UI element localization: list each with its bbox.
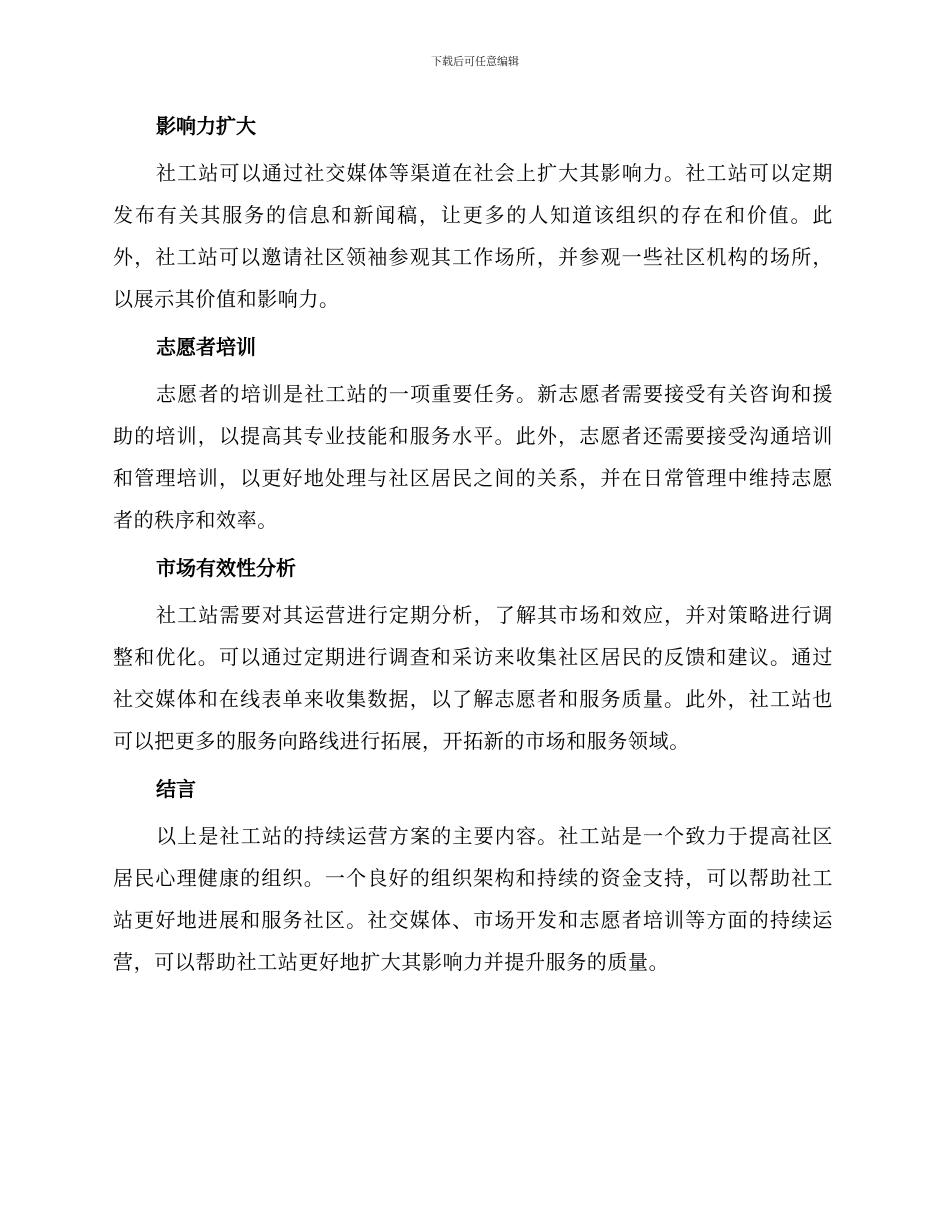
document-body <box>113 108 833 992</box>
section-heading: 结言 <box>156 777 196 801</box>
section-volunteer-training <box>113 329 833 541</box>
section-conclusion <box>113 771 833 983</box>
section-paragraph: 社工站需要对其运营进行定期分析，了解其市场和效应，并对策略进行调整和优化。可以通过定期进行调查和采访来收集社区居民的反馈和建议。通过社交媒体和在线表单来收集数据，以了解志愿者和服务质量。此外，社工站也可以把更多的服务向路线进行拓展，开拓新的市场和服务领域。 <box>113 603 833 753</box>
section-heading: 影响力扩大 <box>156 114 256 138</box>
section-paragraph: 社工站可以通过社交媒体等渠道在社会上扩大其影响力。社工站可以定期发布有关其服务的信息和新闻稿，让更多的人知道该组织的存在和价值。此外，社工站可以邀请社区领袖参观其工作场所，并参观一些社区机构的场所，以展示其价值和影响力。 <box>113 161 833 311</box>
page-header-note: 下载后可任意编辑 <box>431 55 519 68</box>
section-paragraph: 志愿者的培训是社工站的一项重要任务。新志愿者需要接受有关咨询和援助的培训，以提高其专业技能和服务水平。此外，志愿者还需要接受沟通培训和管理培训，以更好地处理与社区居民之间的关系，并在日常管理中维持志愿者的秩序和效率。 <box>113 382 833 532</box>
section-paragraph: 以上是社工站的持续运营方案的主要内容。社工站是一个致力于提高社区居民心理健康的组织。一个良好的组织架构和持续的资金支持，可以帮助社工站更好地进展和服务社区。社交媒体、市场开发和志愿者培训等方面的持续运营，可以帮助社工站更好地扩大其影响力并提升服务的质量。 <box>113 824 833 974</box>
section-heading: 志愿者培训 <box>156 335 256 359</box>
section-heading: 市场有效性分析 <box>156 556 296 580</box>
section-market-analysis <box>113 550 833 762</box>
section-influence <box>113 108 833 320</box>
